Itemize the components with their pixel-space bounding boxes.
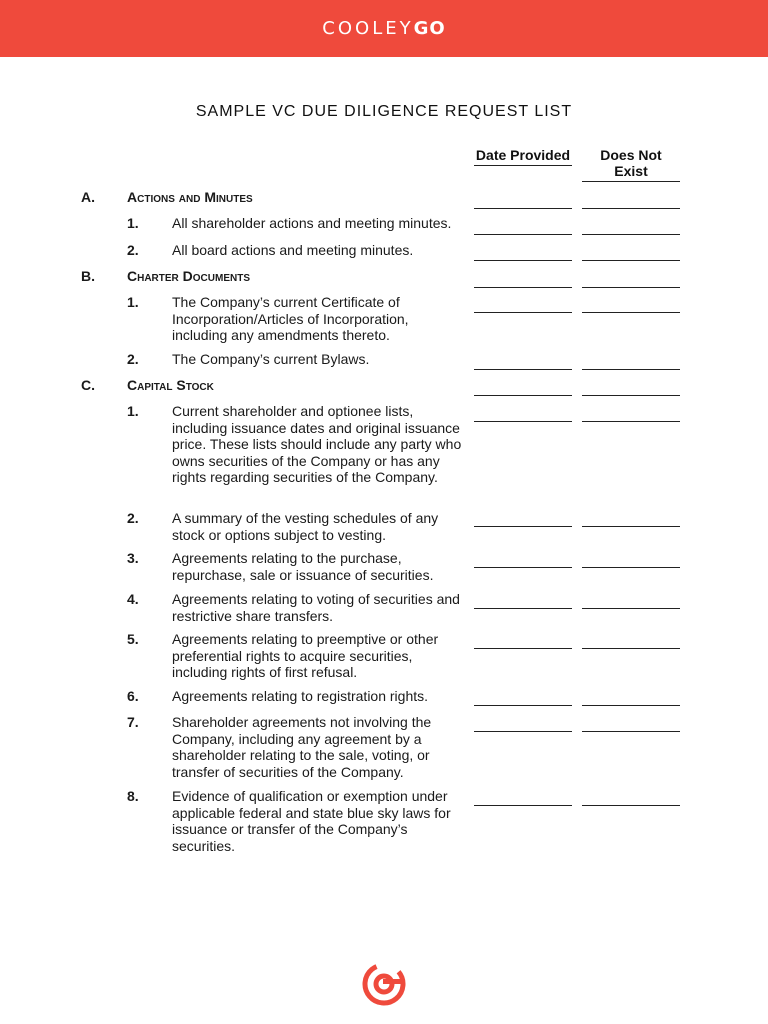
does-not-exist-line[interactable] <box>582 608 680 609</box>
item-number: 5. <box>127 631 139 647</box>
page-title: SAMPLE VC DUE DILIGENCE REQUEST LIST <box>195 103 573 120</box>
section-title: Charter Documents <box>127 268 250 284</box>
item-text: Agreements relating to voting of securities and restrictive share transfers. <box>172 591 460 624</box>
date-provided-line[interactable] <box>474 421 572 422</box>
section-letter: B. <box>81 268 95 284</box>
item-number: 1. <box>127 294 139 310</box>
does-not-exist-line[interactable] <box>582 395 680 396</box>
date-provided-line[interactable] <box>474 705 572 706</box>
section-letter: C. <box>81 377 95 393</box>
item-number: 6. <box>127 688 139 704</box>
item-number: 2. <box>127 351 139 367</box>
date-provided-line[interactable] <box>474 208 572 209</box>
does-not-exist-line[interactable] <box>582 731 680 732</box>
item-number: 2. <box>127 242 139 258</box>
does-not-exist-line[interactable] <box>582 421 680 422</box>
item-number: 3. <box>127 550 139 566</box>
item-number: 1. <box>127 215 139 231</box>
section-title: Capital Stock <box>127 377 214 393</box>
date-provided-line[interactable] <box>474 287 572 288</box>
item-number: 4. <box>127 591 139 607</box>
item-text: All shareholder actions and meeting minutes. <box>172 215 452 231</box>
brand-bold: GO <box>413 18 446 39</box>
item-number: 2. <box>127 510 139 526</box>
date-provided-line[interactable] <box>474 234 572 235</box>
item-text: The Company’s current Certificate of Incorporation/Articles of Incorporation, including any amendments thereto. <box>172 294 409 343</box>
section-title: Actions and Minutes <box>127 189 253 205</box>
date-provided-line[interactable] <box>474 731 572 732</box>
does-not-exist-line[interactable] <box>582 234 680 235</box>
does-not-exist-line[interactable] <box>582 805 680 806</box>
item-number: 7. <box>127 714 139 730</box>
does-not-exist-line[interactable] <box>582 312 680 313</box>
does-not-exist-line[interactable] <box>582 287 680 288</box>
header-banner <box>0 0 768 57</box>
column-does-not-exist: Does Not Exist <box>582 147 680 182</box>
date-provided-line[interactable] <box>474 312 572 313</box>
date-provided-line[interactable] <box>474 369 572 370</box>
column-date-provided: Date Provided <box>474 147 572 166</box>
item-text: Agreements relating to the purchase, repurchase, sale or issuance of securities. <box>172 550 434 583</box>
date-provided-line[interactable] <box>474 805 572 806</box>
cooley-go-logo-icon <box>360 960 408 1008</box>
date-provided-line[interactable] <box>474 567 572 568</box>
does-not-exist-line[interactable] <box>582 648 680 649</box>
does-not-exist-line[interactable] <box>582 260 680 261</box>
does-not-exist-line[interactable] <box>582 567 680 568</box>
brand-logo <box>322 18 445 39</box>
item-text: The Company’s current Bylaws. <box>172 351 370 367</box>
date-provided-line[interactable] <box>474 395 572 396</box>
date-provided-line[interactable] <box>474 260 572 261</box>
date-provided-line[interactable] <box>474 608 572 609</box>
item-text: A summary of the vesting schedules of any stock or options subject to vesting. <box>172 510 439 543</box>
section-letter: A. <box>81 189 95 205</box>
brand-light: COOLEY <box>322 18 414 39</box>
item-text: Current shareholder and optionee lists, including issuance dates and original issuance price. These lists should include any party who owns securities of the Company or has any rights regarding securities of the Company. <box>172 403 462 485</box>
does-not-exist-line[interactable] <box>582 705 680 706</box>
item-text: Agreements relating to registration rights. <box>172 688 429 704</box>
item-number: 8. <box>127 788 139 804</box>
does-not-exist-line[interactable] <box>582 526 680 527</box>
item-text: Shareholder agreements not involving the Company, including any agreement by a shareholder relating to the sale, voting, or transfer of securities of the Company. <box>172 714 432 780</box>
item-number: 1. <box>127 403 139 419</box>
date-provided-line[interactable] <box>474 526 572 527</box>
date-provided-line[interactable] <box>474 648 572 649</box>
item-text: Agreements relating to preemptive or other preferential rights to acquire securities, including rights of first refusal. <box>172 631 439 680</box>
item-text: All board actions and meeting minutes. <box>172 242 414 258</box>
item-text: Evidence of qualification or exemption under applicable federal and state blue sky laws for issuance or transfer of the Company’s securities. <box>172 788 451 854</box>
does-not-exist-line[interactable] <box>582 369 680 370</box>
does-not-exist-line[interactable] <box>582 208 680 209</box>
